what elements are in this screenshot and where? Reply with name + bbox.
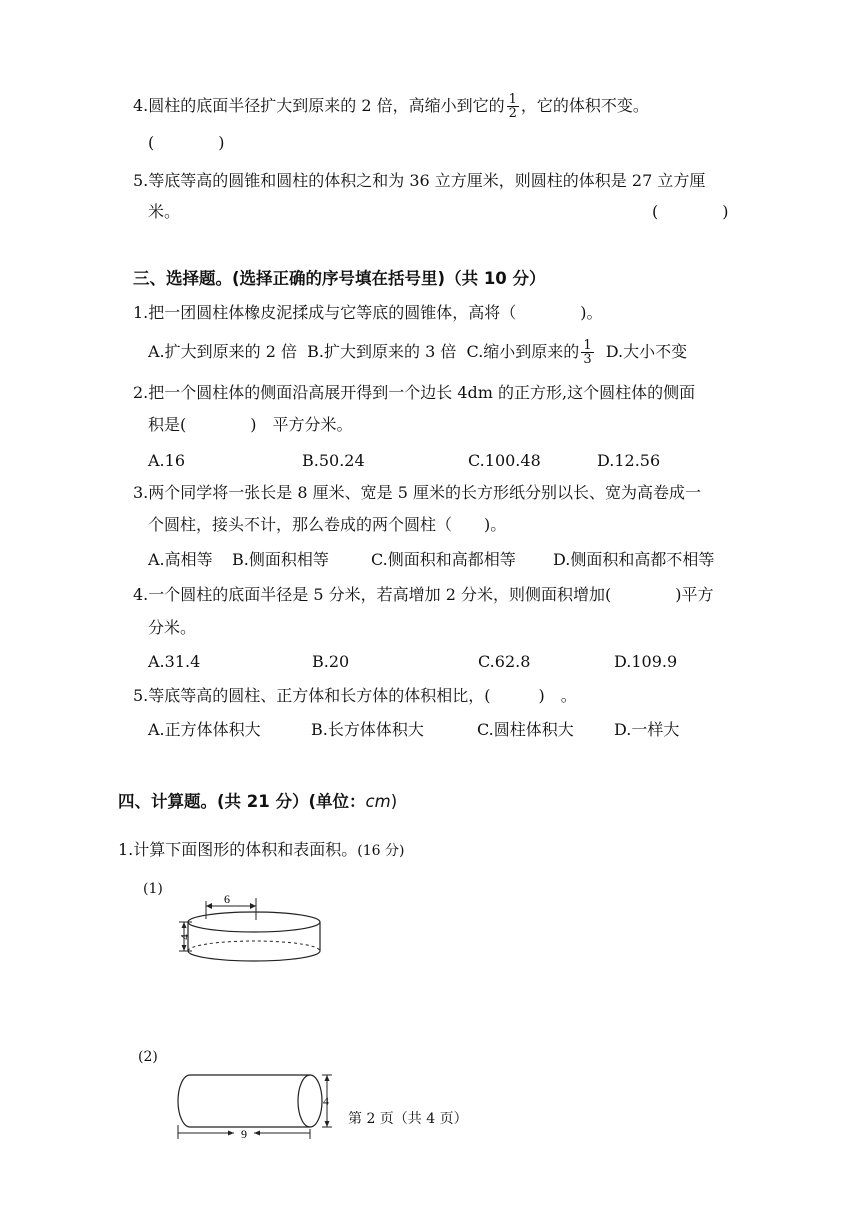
option-d: D.12.56	[597, 451, 661, 470]
dim-radius-label: 6	[224, 892, 230, 906]
page-number: 第 2 页（共 4 页）	[348, 1111, 468, 1127]
question-3-3-line2: 个圆柱，接头不计，那么卷成的两个圆柱（ )。	[148, 515, 507, 534]
option-b: B.长方体体积大	[311, 720, 424, 739]
option-c: C.100.48	[468, 451, 541, 470]
option-c: C.侧面积和高都相等	[371, 550, 516, 569]
section-3-heading: 三、选择题。(选择正确的序号填在括号里)（共 10 分）	[133, 269, 546, 288]
question-3-4: 4.一个圆柱的底面半径是 5 分米，若高增加 2 分米，则侧面积增加( )平方	[133, 585, 714, 604]
question-3-2: 2.把一个圆柱体的侧面沿高展开得到一个边长 4dm 的正方形,这个圆柱体的侧面	[133, 383, 696, 402]
option-a: A.高相等	[148, 550, 213, 569]
answer-paren: ( )	[652, 202, 729, 221]
options-3-1	[148, 339, 687, 366]
question-3-1: 1.把一团圆柱体橡皮泥揉成与它等底的圆锥体，高将（ )。	[133, 303, 603, 322]
option-a: A.扩大到原来的 2 倍	[148, 342, 297, 361]
dim-length-label: 9	[241, 1127, 247, 1141]
question-3-2-line2: 积是( ) 平方分米。	[148, 415, 353, 434]
question-3-5: 5.等底等高的圆柱、正方体和长方体的体积相比，( ) 。	[133, 686, 577, 705]
question-4-1: 1.计算下面图形的体积和表面积。(16 分)	[118, 840, 405, 859]
option-b: B.20	[312, 652, 350, 671]
answer-paren: ( )	[148, 133, 225, 152]
option-a: A.16	[148, 451, 185, 470]
cylinder-figure-2	[172, 1065, 342, 1145]
unit-label: cm	[365, 792, 391, 811]
question-3-3: 3.两个同学将一张长是 8 厘米、宽是 5 厘米的长方形纸分别以长、宽为高卷成一	[133, 483, 701, 502]
fraction-one-half: $\frac{1}{2}$	[508, 92, 517, 121]
fraction-one-third: $\frac{1}{3}$	[583, 338, 592, 367]
option-d: D.一样大	[614, 720, 680, 739]
figure-1-label: (1)	[143, 881, 163, 897]
option-c: C.62.8	[478, 652, 531, 671]
option-a: A.正方体体积大	[148, 720, 261, 739]
section-4-heading: 四、计算题。(共 21 分）(单位：cm)	[118, 792, 398, 811]
question-2-5-line2: 米。	[148, 202, 181, 221]
option-a: A.31.4	[148, 652, 201, 671]
cylinder-figure-1	[172, 890, 332, 970]
question-2-5: 5.等底等高的圆锥和圆柱的体积之和为 36 立方厘米，则圆柱的体积是 27 立方厘	[133, 171, 706, 190]
option-c: C.圆柱体积大	[477, 720, 574, 739]
option-b: B.扩大到原来的 3 倍	[307, 342, 457, 361]
option-d: D.大小不变	[605, 342, 688, 361]
question-3-4-line2: 分米。	[148, 618, 197, 637]
dim-height-label: 4	[179, 934, 191, 940]
dim-diameter-label: 4	[323, 1094, 329, 1108]
figure-2-label: (2)	[138, 1049, 158, 1065]
option-c: C.缩小到原来的	[466, 342, 580, 361]
option-b: B.50.24	[302, 451, 365, 470]
option-b: B.侧面积相等	[232, 550, 329, 569]
option-d: D.109.9	[614, 652, 678, 671]
option-d: D.侧面积和高都不相等	[553, 550, 715, 569]
question-2-4: 4.圆柱的底面半径扩大到原来的 2 倍，高缩小到它的 $\frac{1}{2}$ ，它的体积不变。	[133, 92, 649, 121]
